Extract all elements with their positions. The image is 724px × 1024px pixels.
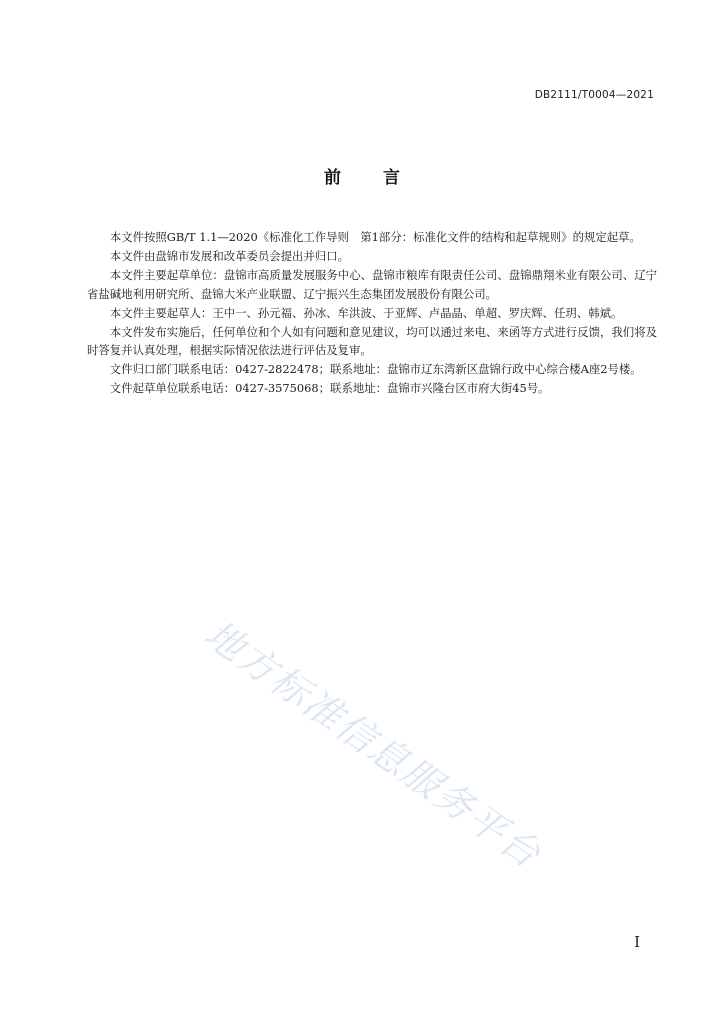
paragraph-drafter-contact: 文件起草单位联系电话：0427-3575068；联系地址：盘锦市兴隆台区市府大街45号。 bbox=[109, 381, 550, 396]
watermark: 地方标准信息服务平台 bbox=[196, 611, 550, 878]
page-title: 前言 bbox=[324, 168, 442, 188]
page-number: I bbox=[634, 933, 640, 951]
foreword-body bbox=[87, 228, 657, 398]
paragraph-authority-contact: 文件归口部门联系电话：0427-2822478；联系地址：盘锦市辽东湾新区盘锦行政中心综合楼A座2号楼。 bbox=[109, 362, 642, 377]
document-code: DB2111/T0004—2021 bbox=[534, 89, 654, 101]
paragraph-proposer: 本文件由盘锦市发展和改革委员会提出并归口。 bbox=[109, 248, 350, 263]
paragraph-drafting-rules: 本文件按照GB/T 1.1—2020《标准化工作导则 第1部分：标准化文件的结构和起草规则》的规定起草。 bbox=[109, 230, 641, 244]
paragraph-feedback: 本文件发布实施后，任何单位和个人如有问题和意见建议，均可以通过来电、来函等方式进行反馈，我们将及时答复并认真处理，根据实际情况依法进行评估及复审。 bbox=[87, 324, 657, 358]
paragraph-drafters: 本文件主要起草人：王中一、孙元福、孙冰、牟洪波、于亚辉、卢晶晶、单超、罗庆辉、任玥、韩斌。 bbox=[109, 305, 623, 320]
paragraph-drafting-units: 本文件主要起草单位：盘锦市高质量发展服务中心、盘锦市粮库有限责任公司、盘锦鼎翔米业有限公司、辽宁省盐碱地利用研究所、盘锦大米产业联盟、辽宁振兴生态集团发展股份有限公司。 bbox=[87, 267, 657, 301]
